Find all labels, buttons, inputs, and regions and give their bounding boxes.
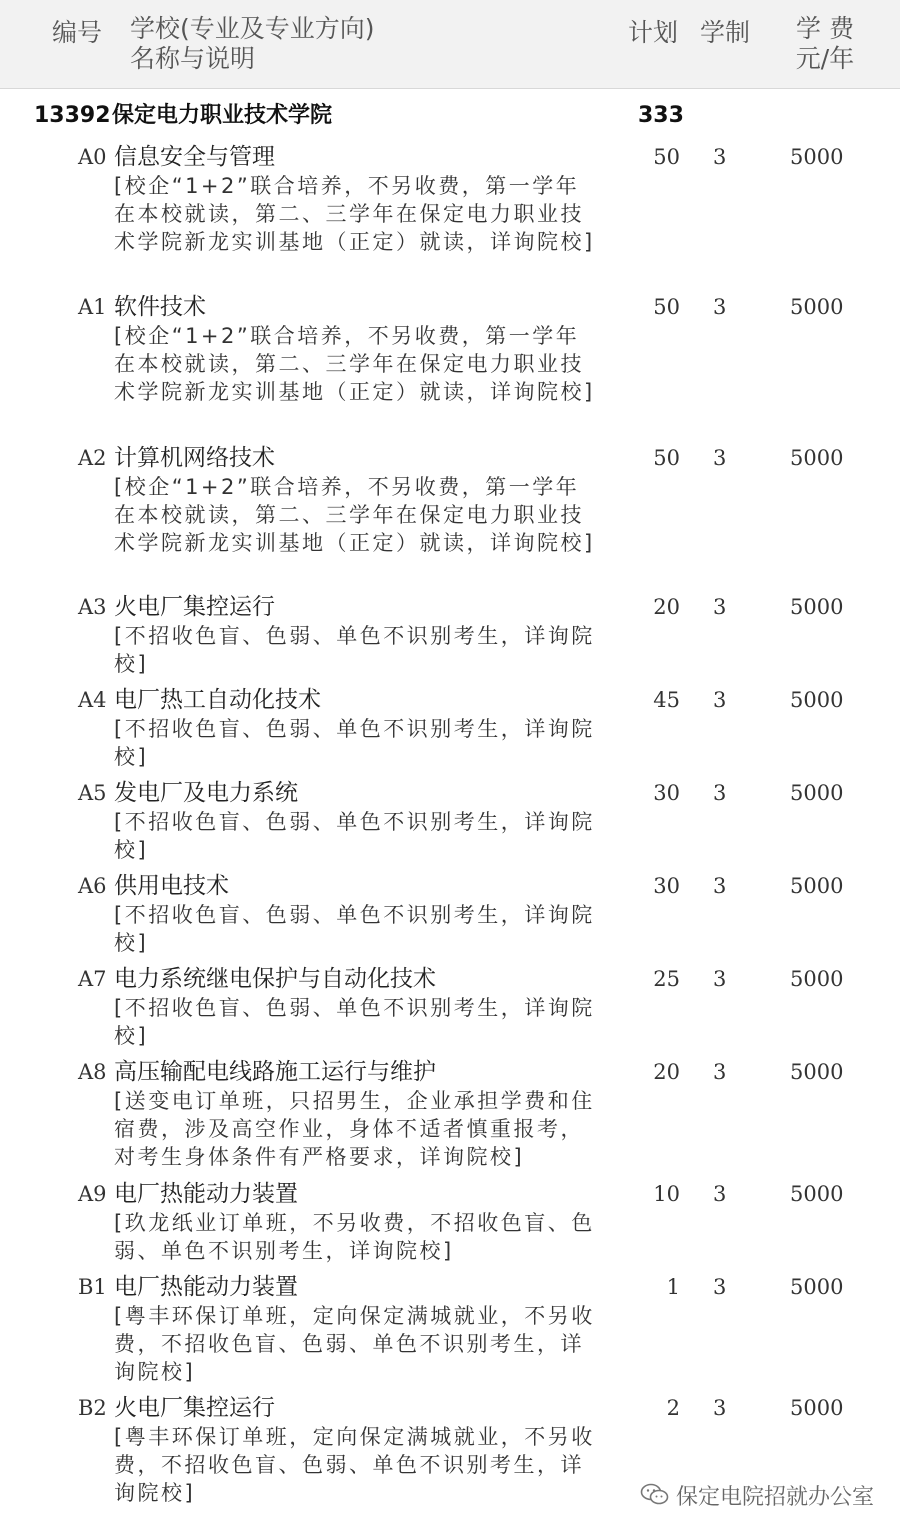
program-fee: 5000 — [790, 1396, 844, 1420]
program-name: 供用电技术 — [114, 873, 229, 899]
program-plan: 2 — [666, 1396, 680, 1420]
program-code: A8 — [78, 1060, 107, 1084]
program-plan: 30 — [653, 781, 680, 805]
program-plan: 50 — [653, 295, 680, 319]
program-code: A9 — [78, 1182, 107, 1206]
program-fee: 5000 — [790, 874, 844, 898]
program-name: 计算机网络技术 — [114, 445, 275, 471]
program-plan: 1 — [666, 1275, 680, 1299]
program-name: 火电厂集控运行 — [114, 594, 275, 620]
header-name — [130, 14, 375, 74]
program-name: 高压输配电线路施工运行与维护 — [114, 1059, 436, 1085]
program-code: A5 — [78, 781, 107, 805]
program-years: 3 — [713, 781, 727, 805]
program-years: 3 — [713, 1060, 727, 1084]
header-years: 学制 — [700, 18, 751, 47]
program-note: [玖龙纸业订单班，不另收费，不招收色盲、色弱、单色不识别考生，详询院校] — [114, 1211, 595, 1263]
program-name: 电力系统继电保护与自动化技术 — [114, 966, 436, 992]
program-years: 3 — [713, 446, 727, 470]
header-fee — [790, 14, 860, 74]
program-note: [不招收色盲、色弱、单色不识别考生，详询院校] — [114, 996, 595, 1048]
header-code: 编号 — [52, 18, 103, 47]
program-fee: 5000 — [790, 688, 844, 712]
program-years: 3 — [713, 688, 727, 712]
program-code: A1 — [78, 295, 107, 319]
program-note: [校企“1+2”联合培养，不另收费，第一学年在本校就读，第二、三学年在保定电力职业技术学院新龙实训基地（正定）就读，详询院校] — [114, 475, 595, 555]
program-name: 电厂热工自动化技术 — [114, 687, 321, 713]
program-plan: 50 — [653, 446, 680, 470]
program-years: 3 — [713, 145, 727, 169]
program-years: 3 — [713, 1182, 727, 1206]
program-fee: 5000 — [790, 295, 844, 319]
school-code: 13392 — [34, 103, 111, 128]
program-name: 软件技术 — [114, 294, 206, 320]
program-note: [送变电订单班，只招男生，企业承担学费和住宿费，涉及高空作业，身体不适者慎重报考，对考生身体条件有严格要求，详询院校] — [114, 1089, 595, 1169]
program-note: [不招收色盲、色弱、单色不识别考生，详询院校] — [114, 903, 595, 955]
header-name-line2: 名称与说明 — [130, 44, 256, 73]
program-fee: 5000 — [790, 446, 844, 470]
program-code: A6 — [78, 874, 107, 898]
header-plan: 计划 — [628, 18, 679, 47]
table-header — [0, 0, 900, 89]
program-code: A4 — [78, 688, 107, 712]
header-fee-line2: 元/年 — [795, 44, 855, 73]
program-years: 3 — [713, 295, 727, 319]
program-years: 3 — [713, 967, 727, 991]
school-plan: 333 — [638, 103, 684, 128]
program-code: B2 — [78, 1396, 107, 1420]
program-plan: 10 — [653, 1182, 680, 1206]
program-code: A3 — [78, 595, 107, 619]
program-name: 电厂热能动力装置 — [114, 1274, 298, 1300]
program-fee: 5000 — [790, 781, 844, 805]
program-code: A7 — [78, 967, 107, 991]
program-fee: 5000 — [790, 145, 844, 169]
program-years: 3 — [713, 874, 727, 898]
program-plan: 30 — [653, 874, 680, 898]
program-note: [不招收色盲、色弱、单色不识别考生，详询院校] — [114, 810, 595, 862]
program-code: A0 — [78, 145, 107, 169]
program-fee: 5000 — [790, 1182, 844, 1206]
program-fee: 5000 — [790, 967, 844, 991]
school-name: 保定电力职业技术学院 — [112, 103, 333, 128]
header-name-line1: 学校(专业及专业方向) — [130, 14, 375, 43]
program-note: [不招收色盲、色弱、单色不识别考生，详询院校] — [114, 624, 595, 676]
program-note: [校企“1+2”联合培养，不另收费，第一学年在本校就读，第二、三学年在保定电力职业技术学院新龙实训基地（正定）就读，详询院校] — [114, 324, 595, 404]
program-plan: 20 — [653, 1060, 680, 1084]
wechat-icon — [640, 1482, 670, 1508]
program-fee: 5000 — [790, 1060, 844, 1084]
program-note: [粤丰环保订单班，定向保定满城就业，不另收费，不招收色盲、色弱、单色不识别考生，详询院校] — [114, 1304, 595, 1384]
program-plan: 50 — [653, 145, 680, 169]
program-name: 信息安全与管理 — [114, 144, 275, 170]
program-name: 发电厂及电力系统 — [114, 780, 298, 806]
program-years: 3 — [713, 595, 727, 619]
watermark — [640, 1478, 874, 1512]
program-note: [校企“1+2”联合培养，不另收费，第一学年在本校就读，第二、三学年在保定电力职业技术学院新龙实训基地（正定）就读，详询院校] — [114, 174, 595, 254]
program-code: A2 — [78, 446, 107, 470]
watermark-text: 保定电院招就办公室 — [676, 1484, 875, 1510]
program-name: 火电厂集控运行 — [114, 1395, 275, 1421]
program-code: B1 — [78, 1275, 107, 1299]
program-fee: 5000 — [790, 595, 844, 619]
program-note: [粤丰环保订单班，定向保定满城就业，不另收费，不招收色盲、色弱、单色不识别考生，详询院校] — [114, 1425, 595, 1505]
program-fee: 5000 — [790, 1275, 844, 1299]
program-plan: 45 — [653, 688, 680, 712]
program-note: [不招收色盲、色弱、单色不识别考生，详询院校] — [114, 717, 595, 769]
program-years: 3 — [713, 1396, 727, 1420]
header-fee-line1: 学 费 — [796, 14, 854, 43]
program-name: 电厂热能动力装置 — [114, 1181, 298, 1207]
program-years: 3 — [713, 1275, 727, 1299]
program-plan: 20 — [653, 595, 680, 619]
program-plan: 25 — [653, 967, 680, 991]
